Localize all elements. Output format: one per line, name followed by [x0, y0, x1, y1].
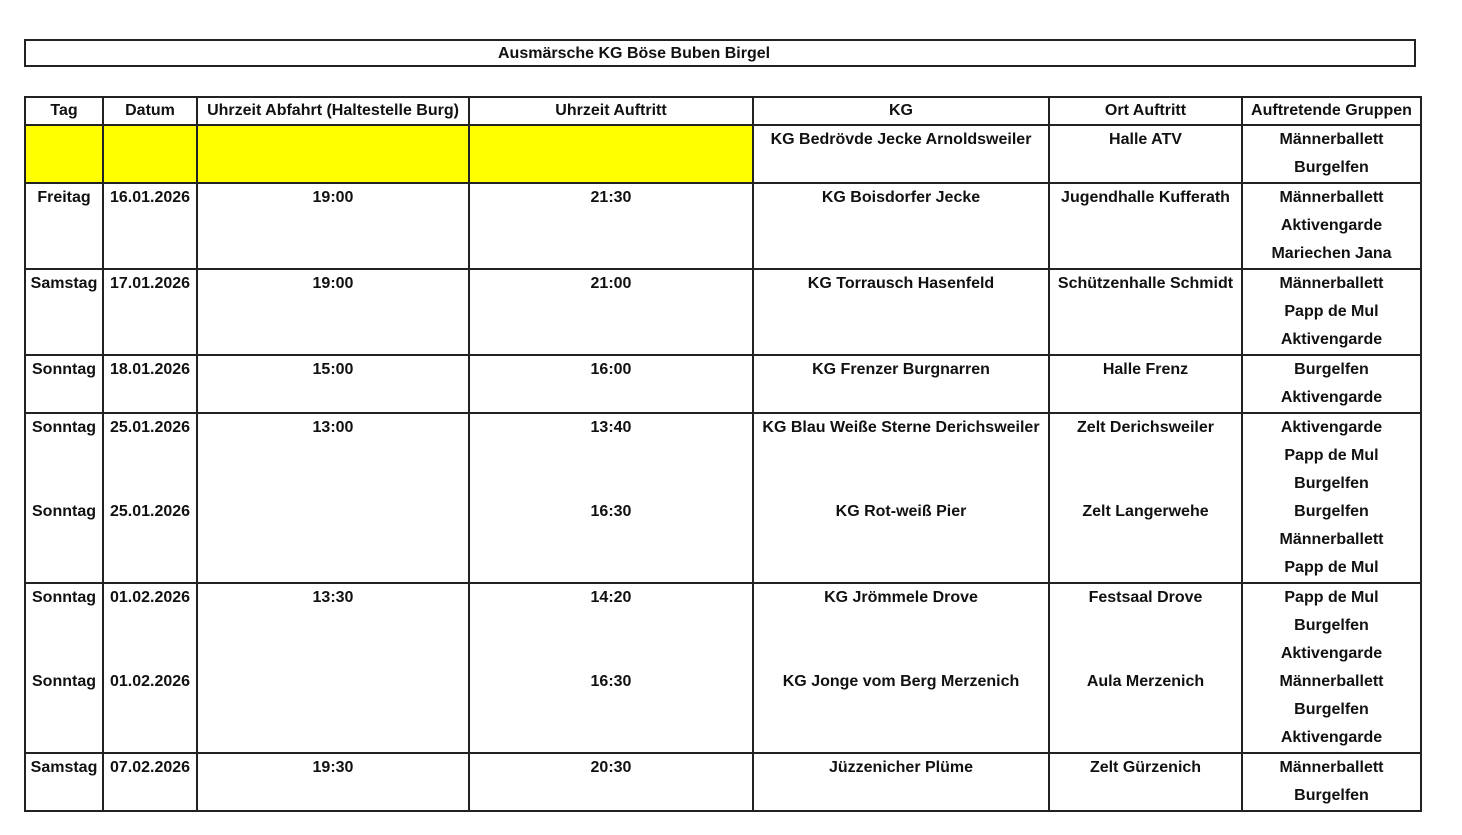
cell-kg: KG Torrausch Hasenfeld: [753, 269, 1049, 355]
group-name: Burgelfen: [1294, 701, 1369, 718]
cell-tag: Freitag: [25, 183, 103, 269]
cell-kg: KG Jrömmele Drove KG Jonge vom Berg Merzenich: [753, 583, 1049, 753]
cell-kg: KG Bedrövde Jecke Arnoldsweiler: [753, 125, 1049, 183]
title-box: [24, 39, 1416, 67]
cell-ort: Jugendhalle Kufferath: [1049, 183, 1242, 269]
header-abfahrt: Uhrzeit Abfahrt (Haltestelle Burg): [197, 97, 469, 125]
table-row: [25, 269, 1421, 355]
table-row: [25, 583, 1421, 753]
cell-datum: 17.01.2026: [103, 269, 197, 355]
cell-ort: Zelt Derichsweiler Zelt Langerwehe: [1049, 413, 1242, 583]
group-name: Männerballett: [1279, 189, 1384, 206]
cell-tag: Sonntag: [25, 355, 103, 413]
cell-auftritt: 13:40 16:30: [469, 413, 753, 583]
group-name: Männerballett: [1279, 275, 1384, 292]
group-name: Burgelfen: [1294, 787, 1369, 804]
cell-gruppen: [1242, 269, 1421, 355]
cell-kg: Jüzzenicher Plüme: [753, 753, 1049, 811]
table-header-row: [25, 97, 1421, 125]
group-name: Burgelfen: [1294, 475, 1369, 492]
group-name: Papp de Mul: [1284, 447, 1379, 464]
cell-ort: Zelt Gürzenich: [1049, 753, 1242, 811]
table-row: [25, 413, 1421, 583]
cell-gruppen: [1242, 183, 1421, 269]
table-row: [25, 753, 1421, 811]
group-name: Aktivengarde: [1280, 217, 1383, 234]
cell-gruppen: [1242, 355, 1421, 413]
group-name: Männerballett: [1279, 131, 1384, 148]
table-row: [25, 183, 1421, 269]
header-auftritt: Uhrzeit Auftritt: [469, 97, 753, 125]
cell-abfahrt: 19:30: [197, 753, 469, 811]
group-name: Aktivengarde: [1280, 389, 1383, 406]
group-name: Papp de Mul: [1284, 589, 1379, 606]
schedule-table: [24, 96, 1422, 812]
group-name: Burgelfen: [1294, 617, 1369, 634]
cell-auftritt: 14:20 16:30: [469, 583, 753, 753]
cell-kg: KG Frenzer Burgnarren: [753, 355, 1049, 413]
cell-abfahrt: 19:00: [197, 183, 469, 269]
cell-ort: Schützenhalle Schmidt: [1049, 269, 1242, 355]
group-name: Männerballett: [1279, 531, 1384, 548]
cell-auftritt: 21:30: [469, 183, 753, 269]
group-name: Burgelfen: [1294, 159, 1369, 176]
cell-abfahrt: 13:30: [197, 583, 469, 753]
page-title: Ausmärsche KG Böse Buben Birgel: [498, 45, 771, 62]
cell-kg: KG Boisdorfer Jecke: [753, 183, 1049, 269]
group-name: Männerballett: [1279, 759, 1384, 776]
cell-datum: 07.02.2026: [103, 753, 197, 811]
cell-gruppen: [1242, 753, 1421, 811]
cell-gruppen: [1242, 125, 1421, 183]
cell-datum: 25.01.2026 25.01.2026: [103, 413, 197, 583]
cell-auftritt: [469, 125, 753, 183]
group-name: Männerballett: [1279, 673, 1384, 690]
cell-tag: Samstag: [25, 753, 103, 811]
cell-auftritt: 21:00: [469, 269, 753, 355]
cell-ort: Halle ATV: [1049, 125, 1242, 183]
cell-tag: Samstag: [25, 269, 103, 355]
cell-tag: [25, 125, 103, 183]
group-name: Aktivengarde: [1280, 331, 1383, 348]
group-name: Papp de Mul: [1284, 559, 1379, 576]
header-kg: KG: [753, 97, 1049, 125]
cell-abfahrt: 15:00: [197, 355, 469, 413]
cell-tag: Sonntag Sonntag: [25, 583, 103, 753]
cell-datum: 01.02.2026 01.02.2026: [103, 583, 197, 753]
header-ort: Ort Auftritt: [1049, 97, 1242, 125]
cell-tag: Sonntag Sonntag: [25, 413, 103, 583]
cell-gruppen: [1242, 583, 1421, 753]
group-name: Mariechen Jana: [1271, 245, 1392, 262]
group-name: Burgelfen: [1294, 361, 1369, 378]
cell-ort: Halle Frenz: [1049, 355, 1242, 413]
group-name: Aktivengarde: [1280, 729, 1383, 746]
cell-datum: 16.01.2026: [103, 183, 197, 269]
group-name: Papp de Mul: [1284, 303, 1379, 320]
cell-auftritt: 20:30: [469, 753, 753, 811]
header-tag: Tag: [25, 97, 103, 125]
cell-abfahrt: 13:00: [197, 413, 469, 583]
cell-datum: [103, 125, 197, 183]
cell-abfahrt: 19:00: [197, 269, 469, 355]
cell-auftritt: 16:00: [469, 355, 753, 413]
group-name: Aktivengarde: [1280, 645, 1383, 662]
cell-ort: Festsaal Drove Aula Merzenich: [1049, 583, 1242, 753]
cell-kg: KG Blau Weiße Sterne Derichsweiler KG Rot-weiß Pier: [753, 413, 1049, 583]
header-datum: Datum: [103, 97, 197, 125]
cell-datum: 18.01.2026: [103, 355, 197, 413]
cell-abfahrt: [197, 125, 469, 183]
group-name: Aktivengarde: [1280, 419, 1383, 436]
table-row: [25, 355, 1421, 413]
header-gruppen: Auftretende Gruppen: [1242, 97, 1421, 125]
table-row: [25, 125, 1421, 183]
group-name: Burgelfen: [1294, 503, 1369, 520]
cell-gruppen: [1242, 413, 1421, 583]
